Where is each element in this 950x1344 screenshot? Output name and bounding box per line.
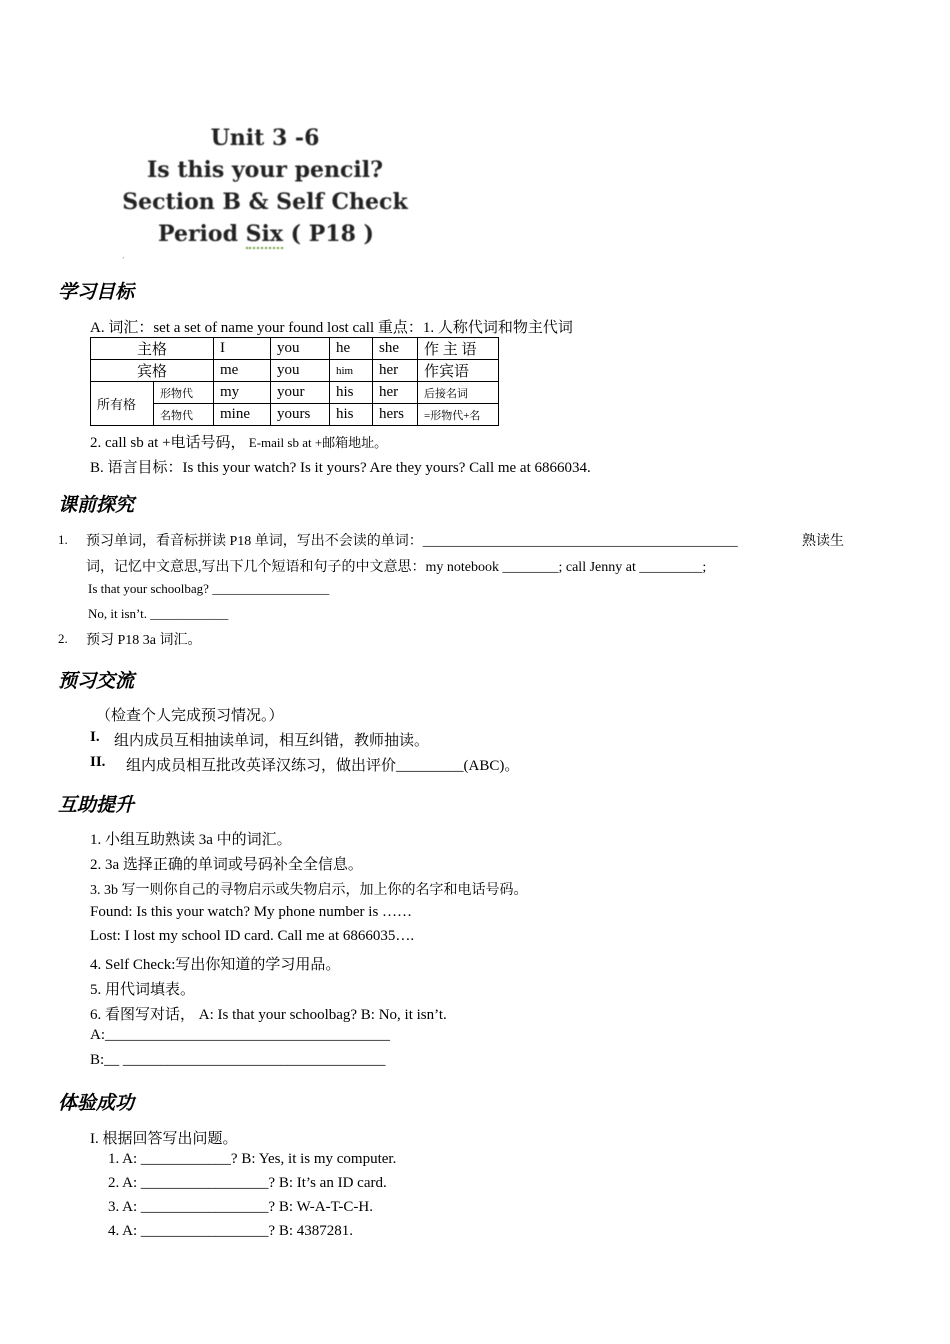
pronoun-table bbox=[90, 337, 499, 426]
tiny-mark: ´ bbox=[122, 256, 125, 265]
table-cell: your bbox=[271, 382, 330, 404]
table-cell: he bbox=[330, 338, 373, 360]
title-period bbox=[120, 218, 410, 250]
title-question: Is this your pencil? bbox=[147, 157, 383, 183]
title-block bbox=[120, 122, 410, 262]
improve-line2: 2. 3a 选择正确的单词或号码补全全信息。 bbox=[90, 857, 363, 873]
heading-success: 体验成功 bbox=[58, 1092, 135, 1114]
goals-item2 bbox=[90, 431, 387, 452]
goals-language-line: B. 语言目标：Is this your watch? Is it yours? Are they yours? Call me at 6866034. bbox=[90, 460, 591, 476]
table-cell: hers bbox=[373, 404, 418, 426]
table-cell: 作 主 语 bbox=[418, 338, 499, 360]
title-period-label: Period bbox=[158, 221, 246, 247]
table-cell: him bbox=[330, 360, 373, 382]
heading-explore: 课前探究 bbox=[58, 494, 135, 516]
table-cell: mine bbox=[214, 404, 271, 426]
table-cell: you bbox=[271, 360, 330, 382]
table-cell: 后接名词 bbox=[418, 382, 499, 404]
exchange-item2-num: II. bbox=[90, 754, 106, 770]
success-q4: 4. A: _________________? B: 4387281. bbox=[108, 1223, 354, 1239]
explore-item1-line3: Is that your schoolbag? __________________ bbox=[88, 581, 330, 596]
table-cell: her bbox=[373, 360, 418, 382]
exchange-note: （检查个人完成预习情况。） bbox=[96, 708, 284, 724]
table-row bbox=[91, 338, 499, 360]
table-row bbox=[91, 360, 499, 382]
improve-line8: 6. 看图写对话， A: Is that your schoolbag? B: No, it isn’t. bbox=[90, 1007, 447, 1023]
table-cell: yours bbox=[271, 404, 330, 426]
goals-vocab-line: A. 词汇：set a set of name your found lost call 重点：1. 人称代词和物主代词 bbox=[90, 320, 573, 336]
title-period-page: ( P18 ) bbox=[283, 221, 374, 247]
goals-item2-email: E-mail sb at +邮箱地址。 bbox=[245, 435, 388, 450]
exchange-item2: 组内成员相互批改英译汉练习，做出评价_________(ABC)。 bbox=[126, 758, 520, 774]
explore-item2: 预习 P18 3a 词汇。 bbox=[86, 633, 202, 648]
table-cell: 宾格 bbox=[91, 360, 214, 382]
improve-line5: Lost: I lost my school ID card. Call me at 6866035…. bbox=[90, 928, 415, 944]
improve-line3: 3. 3b 写一则你自己的寻物启示或失物启示，加上你的名字和电话号码。 bbox=[90, 883, 528, 898]
exchange-item1-num: I. bbox=[90, 729, 100, 745]
title-section: Section B & Self Check bbox=[122, 189, 408, 215]
explore-item1-line4: No, it isn’t. ____________ bbox=[88, 606, 229, 621]
table-cell: I bbox=[214, 338, 271, 360]
table-cell: =形物代+名 bbox=[418, 404, 499, 426]
success-q3: 3. A: _________________? B: W-A-T-C-H. bbox=[108, 1199, 373, 1215]
explore-item1-line2: 词，记忆中文意思,写出下几个短语和句子的中文意思：my notebook ________; call Jenny at _________; bbox=[86, 560, 707, 575]
table-cell: 形物代 bbox=[154, 382, 214, 404]
explore-item1-line1-end: 熟读生 bbox=[802, 534, 844, 549]
explore-item1-num: 1. bbox=[58, 532, 68, 547]
improve-answer-b: B:__ ___________________________________ bbox=[90, 1052, 386, 1068]
table-cell: her bbox=[373, 382, 418, 404]
table-cell: his bbox=[330, 404, 373, 426]
explore-item1-line1: 预习单词，看音标拼读 P18 单词，写出不会读的单词：_____________________________________________ bbox=[86, 534, 738, 549]
heading-improve: 互助提升 bbox=[58, 794, 135, 816]
table-cell: she bbox=[373, 338, 418, 360]
improve-line1: 1. 小组互助熟读 3a 中的词汇。 bbox=[90, 832, 292, 848]
success-q1: 1. A: ____________? B: Yes, it is my computer. bbox=[108, 1151, 397, 1167]
table-cell: his bbox=[330, 382, 373, 404]
success-q2: 2. A: _________________? B: It’s an ID card. bbox=[108, 1175, 387, 1191]
improve-line6: 4. Self Check:写出你知道的学习用品。 bbox=[90, 957, 341, 973]
heading-exchange: 预习交流 bbox=[58, 670, 135, 692]
exchange-item1: 组内成员互相抽读单词，相互纠错，教师抽读。 bbox=[114, 733, 430, 749]
improve-line4: Found: Is this your watch? My phone number is …… bbox=[90, 904, 413, 920]
table-cell: my bbox=[214, 382, 271, 404]
table-cell: 所有格 bbox=[91, 382, 154, 426]
table-cell: 作宾语 bbox=[418, 360, 499, 382]
table-cell: me bbox=[214, 360, 271, 382]
improve-line7: 5. 用代词填表。 bbox=[90, 982, 196, 998]
success-intro: I. 根据回答写出问题。 bbox=[90, 1131, 238, 1147]
table-cell: 名物代 bbox=[154, 404, 214, 426]
goals-item2-call: 2. call sb at +电话号码， bbox=[90, 435, 246, 451]
title-period-six: Six bbox=[245, 221, 283, 247]
table-row bbox=[91, 382, 499, 404]
table-cell: you bbox=[271, 338, 330, 360]
improve-answer-a: A:______________________________________ bbox=[90, 1027, 390, 1043]
table-cell: 主格 bbox=[91, 338, 214, 360]
heading-goals: 学习目标 bbox=[58, 281, 135, 303]
title-unit: Unit 3 -6 bbox=[210, 125, 320, 151]
explore-item2-num: 2. bbox=[58, 631, 68, 646]
